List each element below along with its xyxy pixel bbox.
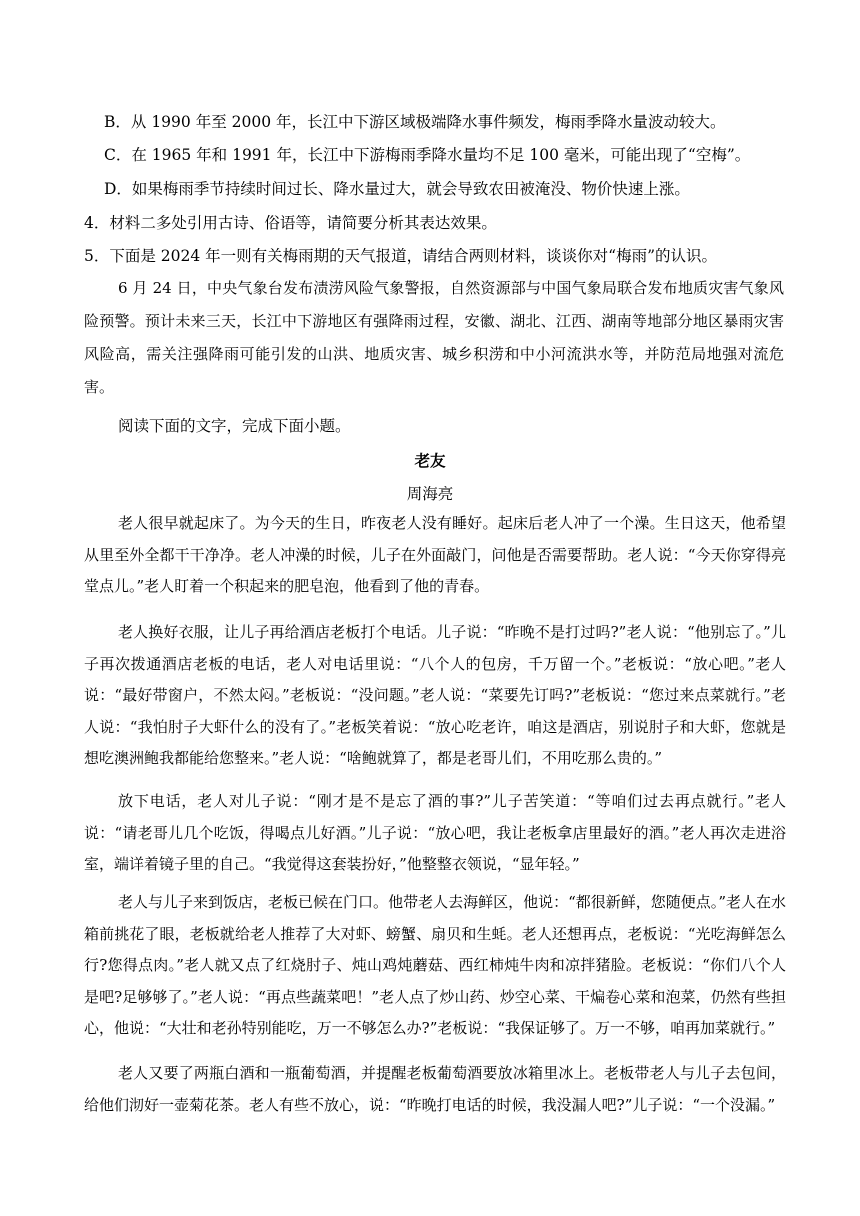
- reading-instruction: 阅读下面的文字，完成下面小题。: [118, 417, 351, 435]
- option-d: D．如果梅雨季节持续时间过长、降水量过大，就会导致农田被淹没、物价快速上涨。: [104, 180, 690, 198]
- story-paragraph: 老人很早就起床了。为今天的生日，昨夜老人没有睡好。起床后老人冲了一个澡。生日这天，他希望从里至外全都干干净净。老人冲澡的时候，儿子在外面敲门，问他是否需要帮助。老人说：“今天你穿得亮堂点儿。”老人盯着一个积起来的肥皂泡，他看到了他的青春。: [84, 514, 786, 595]
- question-4: 4．材料二多处引用古诗、俗语等，请简要分析其表达效果。: [84, 214, 497, 232]
- story-title: 老友: [414, 451, 446, 470]
- question-5: 5．下面是 2024 年一则有关梅雨期的天气报道，请结合两则材料，谈谈你对“梅雨”的认识。: [84, 247, 718, 265]
- story-paragraph: 老人又要了两瓶白酒和一瓶葡萄酒，并提醒老板葡萄酒要放冰箱里冰上。老板带老人与儿子去包间，给他们沏好一壶菊花茶。老人有些不放心，说：“昨晚打电话的时候，我没漏人吧?”儿子说：“一个没漏。”: [84, 1064, 786, 1114]
- weather-news: 6 月 24 日，中央气象台发布渍涝风险气象警报，自然资源部与中国气象局联合发布地质灾害气象风险预警。预计未来三天，长江中下游地区有强降雨过程，安徽、湖北、江西、湖南等地部分地区暴雨灾害风险高，需关注强降雨可能引发的山洪、地质灾害、城乡积涝和中小河流洪水等，并防范局地强对流危害。: [84, 279, 784, 396]
- story-author: 周海亮: [406, 485, 454, 503]
- option-c: C．在 1965 年和 1991 年，长江中下游梅雨季降水量均不足 100 毫米，可能出现了“空梅”。: [104, 146, 751, 164]
- story-paragraph: 放下电话，老人对儿子说：“刚才是不是忘了酒的事?”儿子苦笑道：“等咱们过去再点就行。”老人说：“请老哥儿几个吃饭，得喝点儿好酒。”儿子说：“放心吧，我让老板拿店里最好的酒。”老人再次走进浴室，端详着镜子里的自己。“我觉得这套装扮好，”他整整衣领说，“显年轻。”: [84, 792, 786, 873]
- option-b: B．从 1990 年至 2000 年，长江中下游区域极端降水事件频发，梅雨季降水量波动较大。: [104, 113, 726, 131]
- story-paragraph: 老人换好衣服，让儿子再给酒店老板打个电话。儿子说：“昨晚不是打过吗?”老人说：“他别忘了。”儿子再次拨通酒店老板的电话，老人对电话里说：“八个人的包房，千万留一个。”老板说：“放心吧。”老人说：“最好带窗户，不然太闷。”老板说：“没问题。”老人说：“菜要先订吗?”老板说：“您过来点菜就行。”老人说：“我怕肘子大虾什么的没有了。”老板笑着说：“放心吃老许，咱这是酒店，别说肘子和大虾，您就是想吃澳洲鲍我都能给您整来。”老人说：“啥鲍就算了，都是老哥儿们，不用吃那么贵的。”: [84, 623, 786, 767]
- story-paragraph: 老人与儿子来到饭店，老板已候在门口。他带老人去海鲜区，他说：“都很新鲜，您随便点。”老人在水箱前挑花了眼，老板就给老人推荐了大对虾、螃蟹、扇贝和生蚝。老人还想再点，老板说：“光吃海鲜怎么行?您得点肉。”老人就又点了红烧肘子、炖山鸡炖蘑菇、西红柿炖牛肉和凉拌猪脸。老板说：“你们八个人是吧?足够够了。”老人说：“再点些蔬菜吧！”老人点了炒山药、炒空心菜、干煸卷心菜和泡菜，仍然有些担心，他说：“大壮和老孙特别能吃，万一不够怎么办?”老板说：“我保证够了。万一不够，咱再加菜就行。”: [84, 893, 786, 1037]
